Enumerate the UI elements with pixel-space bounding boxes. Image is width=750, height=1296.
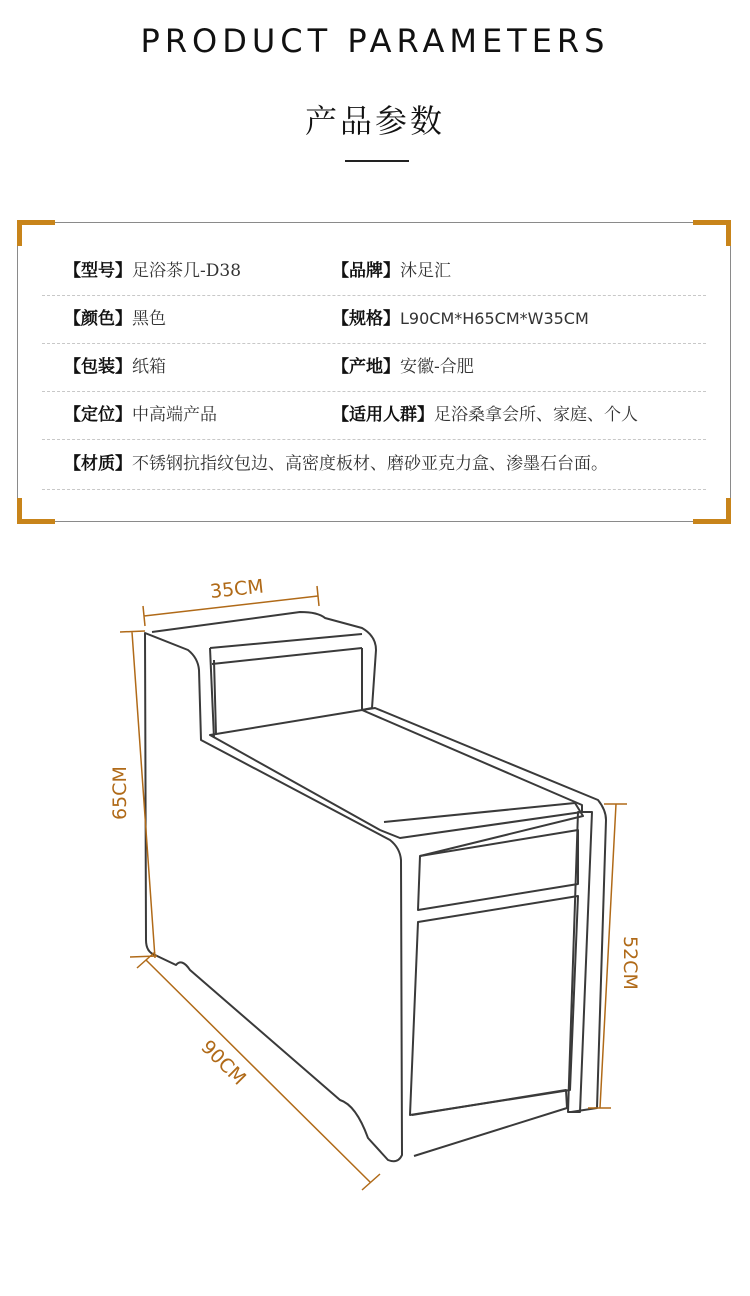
corner-top-right-v (726, 220, 731, 246)
title-chinese: 产品参数 (304, 102, 445, 140)
color-value: 黑色 (132, 309, 166, 329)
package-cell (64, 343, 166, 391)
color-label: 【颜色】 (64, 309, 132, 329)
back-top-board (152, 612, 376, 710)
brand-label: 【品牌】 (332, 261, 400, 281)
drawer-front (418, 830, 578, 910)
origin-value: 安徽-合肥 (400, 357, 474, 377)
param-row-model (42, 247, 706, 296)
cabinet-height-label: 52CM (619, 936, 641, 990)
param-row-position (42, 391, 706, 440)
cabinet-door (410, 896, 578, 1115)
spec-value: L90CM*H65CM*W35CM (400, 309, 589, 328)
cabinet-base (412, 1090, 567, 1156)
frame-top (37, 222, 711, 223)
model-value: 足浴茶几-D38 (132, 261, 242, 281)
width-label: 35CM (208, 575, 265, 604)
length-label: 90CM (196, 1035, 251, 1090)
position-label: 【定位】 (64, 405, 132, 425)
length-dimension-line (137, 952, 380, 1190)
corner-top-left-v (17, 220, 22, 246)
model-label: 【型号】 (64, 261, 132, 281)
product-dimension-drawing (0, 560, 750, 1200)
frame-left (17, 242, 18, 502)
material-cell (64, 439, 608, 489)
back-board-front-face (210, 634, 362, 735)
param-row-material (42, 439, 706, 490)
color-cell (64, 295, 166, 343)
package-label: 【包装】 (64, 357, 132, 377)
package-value: 纸箱 (132, 357, 166, 377)
title-english: PRODUCT PARAMETERS (140, 22, 610, 60)
height-label: 65CM (109, 766, 131, 820)
cabinet-outline (145, 612, 606, 1161)
corner-bottom-right-v (726, 498, 731, 524)
position-value: 中高端产品 (132, 405, 217, 425)
drawer-top-face (384, 803, 583, 856)
frame-bottom (37, 521, 711, 522)
material-value: 不锈钢抗指纹包边、高密度板材、磨砂亚克力盒、渗墨石台面。 (132, 454, 608, 474)
spec-label: 【规格】 (332, 309, 400, 329)
param-row-color (42, 295, 706, 344)
material-label: 【材质】 (64, 454, 132, 474)
corner-bottom-left-v (17, 498, 22, 524)
audience-label: 【适用人群】 (332, 405, 434, 425)
audience-value: 足浴桑拿会所、家庭、个人 (434, 405, 638, 425)
corner-top-left (17, 220, 55, 225)
param-row-package (42, 343, 706, 392)
model-cell (64, 247, 241, 295)
brand-cell (332, 247, 451, 295)
origin-label: 【产地】 (332, 357, 400, 377)
title-underline (345, 160, 409, 162)
spec-cell (332, 295, 589, 343)
audience-cell (332, 391, 638, 439)
position-cell (64, 391, 217, 439)
left-side-panel (145, 633, 402, 1161)
brand-value: 沐足汇 (400, 261, 451, 281)
frame-right (730, 242, 731, 502)
origin-cell (332, 343, 474, 391)
corner-bottom-left (17, 519, 55, 524)
